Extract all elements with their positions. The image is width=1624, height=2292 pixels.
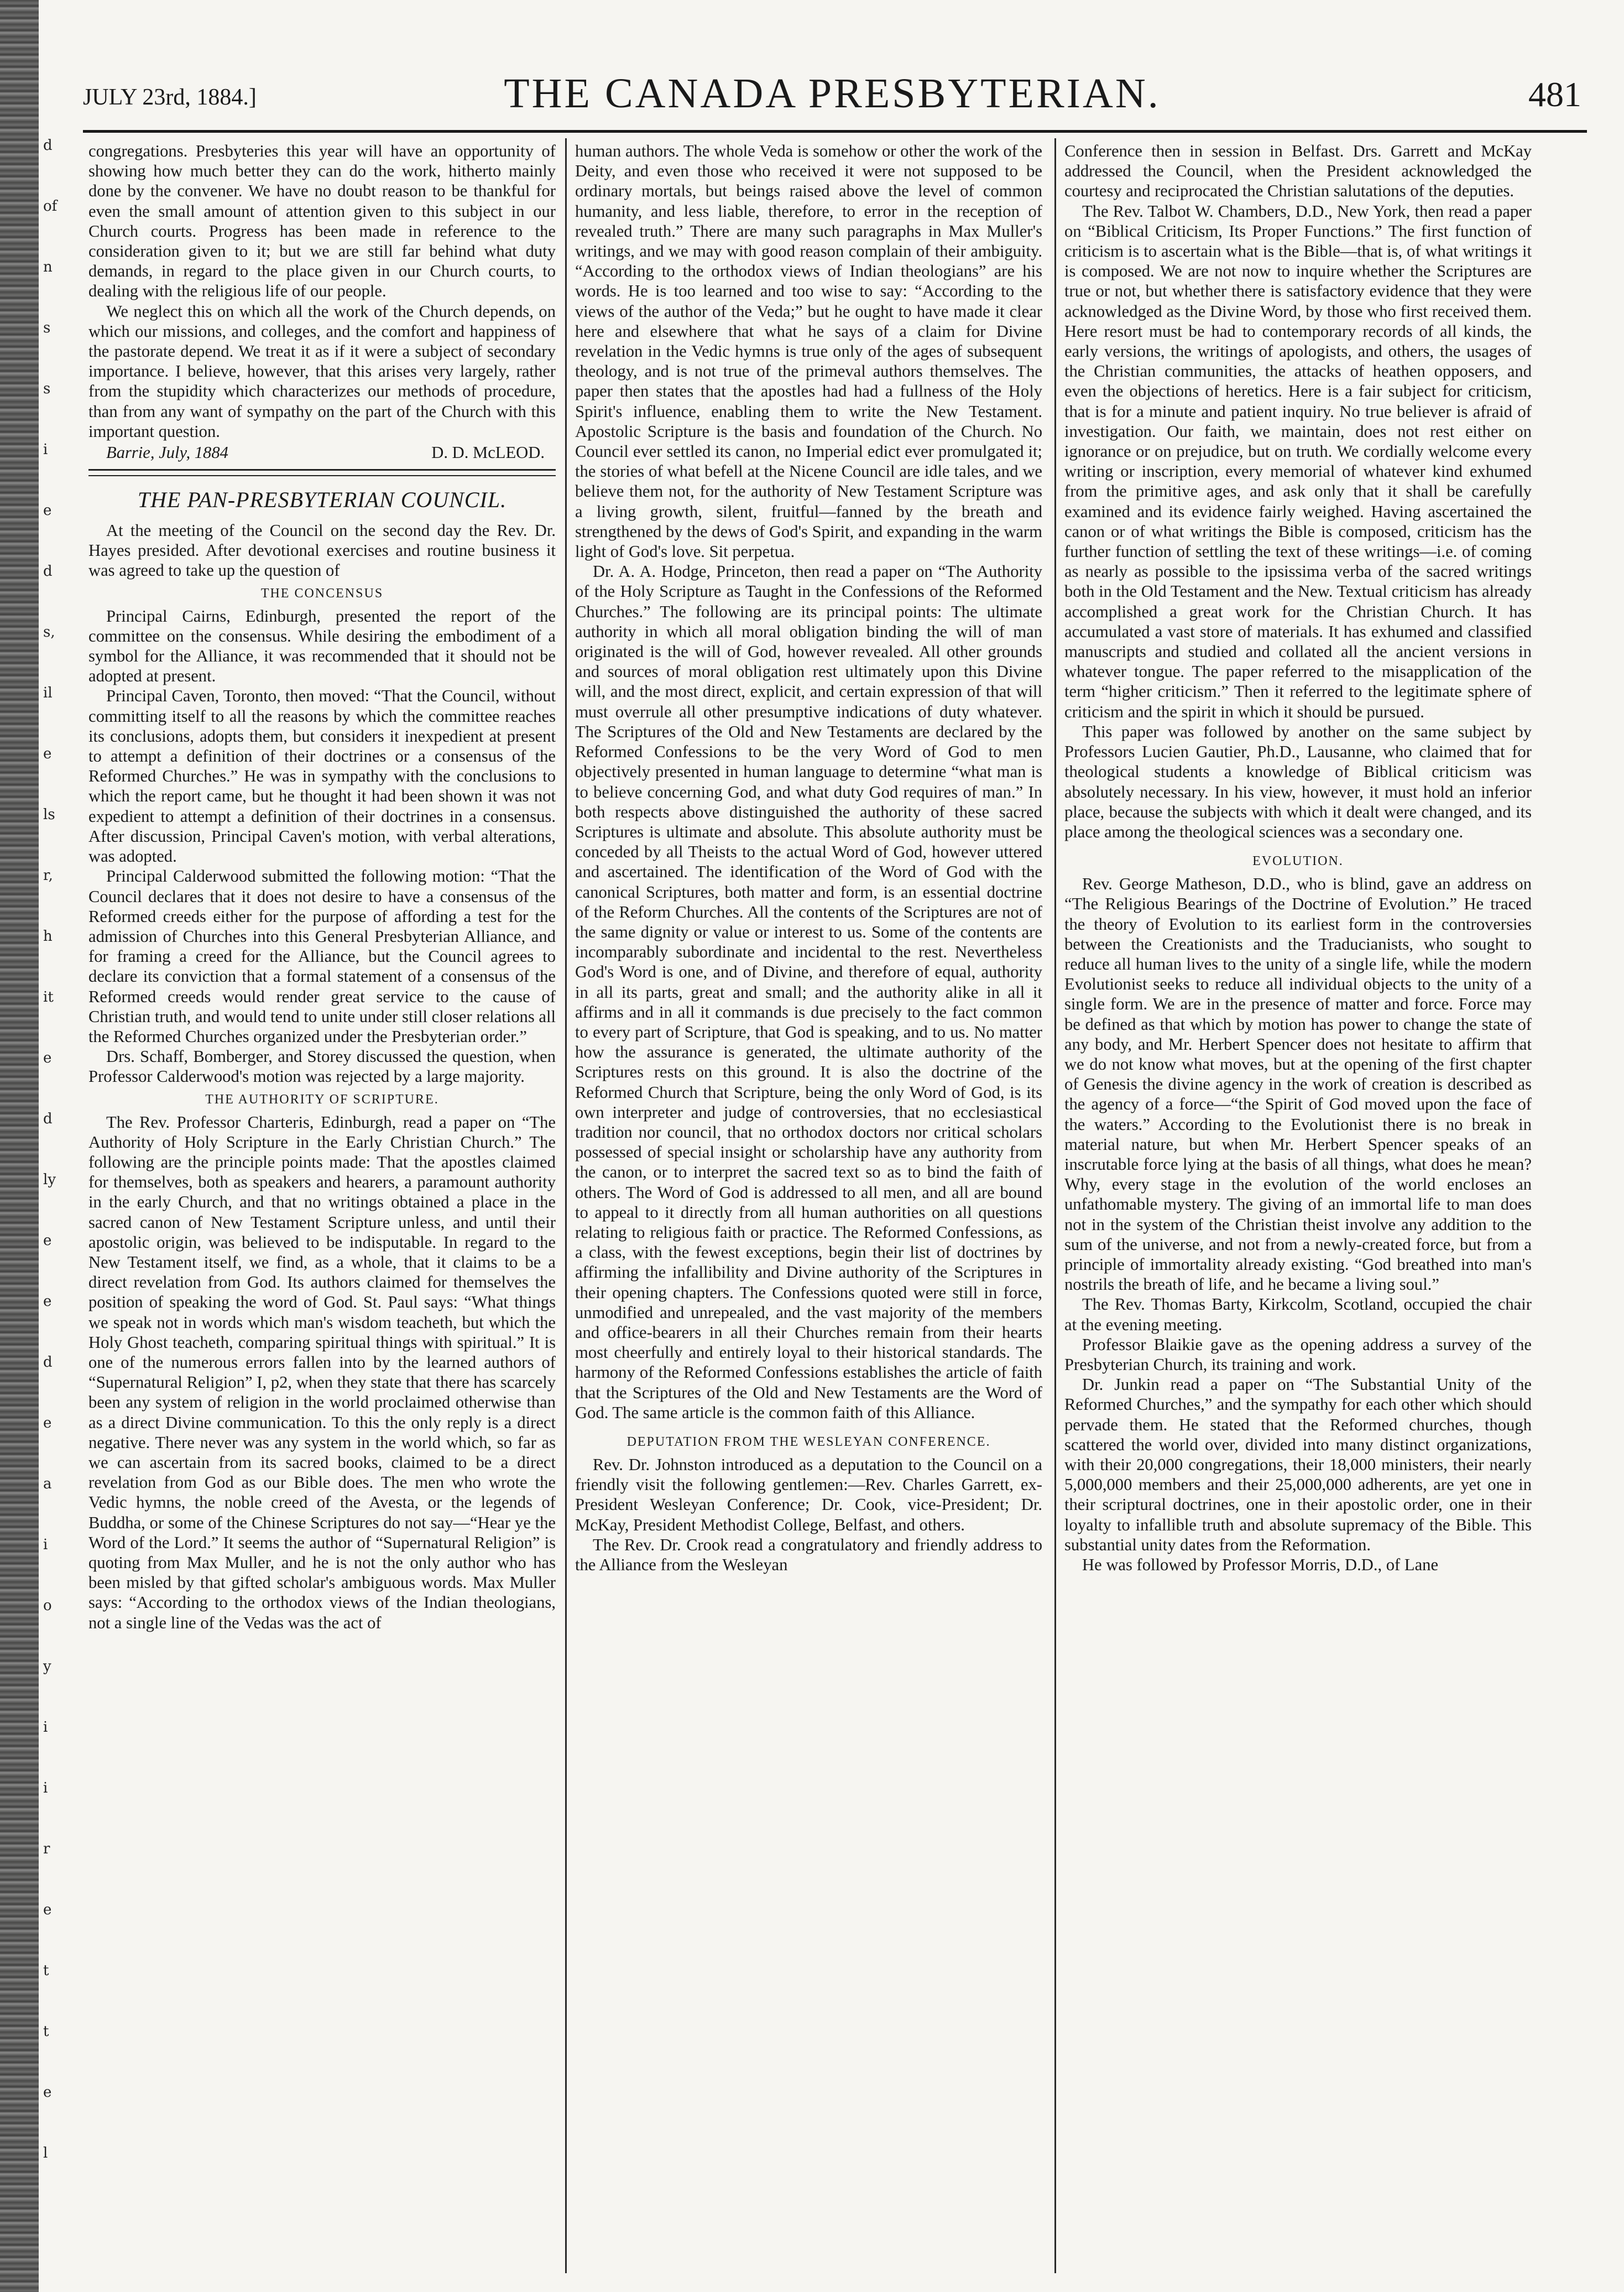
margin-mark: i [43, 1536, 48, 1553]
paragraph: We neglect this on which all the work of the Church depends, on which our missions, and colleges, and the comfort and happiness of the pastorate depend. We treat it as if it were a subject of secondary importance. I believe, however, that this arises very largely, rather from the stupidity which characterizes our methods of procedure, than from any want of sympathy on the part of the Church with this important question. [88, 301, 556, 441]
paragraph: This paper was followed by another on the same subject by Professors Lucien Gautier, Ph.D., Lausanne, who claimed that for theological students a knowledge of Biblical criticism was absolutely necessary. In his view, however, it must hold an inferior place, because the subjects with which it dealt were changed, and its place among the theological sciences was a secondary one. [1064, 722, 1532, 841]
margin-mark: s, [43, 624, 55, 640]
paragraph: human authors. The whole Veda is somehow or other the work of the Deity, and even those who received it were not supposed to be ordinary mortals, but beings raised above the level of common humanity, and less liable, therefore, to error in the reception of revealed truth.” There are many such paragraphs in Max Muller's writings, and we may with good reason complain of their ambiguity. “According to the orthodox views of Indian theologians” are his words. He is too learned and too wise to say: “According to the views of the author of the Veda;” but he ought to have made it clear here and elsewhere that what he says of a claim for Divine revelation in the Vedic hymns is true only of the ages of subsequent theology, and is not true of the primeval authors themselves. The paper then states that the apostles had had a fullness of the Holy Spirit's influence, enabling them to write the New Testament. Apostolic Scripture is the basis and foundation of the Church. No Council ever settled its canon, no Imperial edict ever promulgated it; the stories of what befell at the Nicene Council are idle tales, and we believe them not, for the authority of New Testament Scripture was a living growth, silent, fruitful—fanned by the breath and strengthened by the dews of God's Spirit, and expanding in the warm light of God's love. Sit perpetua. [575, 142, 1042, 561]
column-3 [1064, 141, 1532, 2276]
paragraph: Dr. Junkin read a paper on “The Substantial Unity of the Reformed Churches,” and the sympathy for each other which should pervade them. He stated that the Reformed churches, though scattered the world over, divided into many distinct organizations, with their 20,000 congregations, their 18,000 ministers, their nearly 5,000,000 members and their 25,000,000 adherents, are yet one in their scriptural doctrines, one in their apostolic order, one in their loyalty to infallible truth and absolute supremacy of the Bible. This substantial unity dates from the Reformation. [1064, 1375, 1532, 1554]
subheading: DEPUTATION FROM THE WESLEYAN CONFERENCE. [626, 1435, 991, 1449]
margin-mark: n [43, 259, 53, 275]
margin-mark: o [43, 1597, 52, 1614]
paragraph: Conference then in session in Belfast. Drs. Garrett and McKay addressed the Council, when the President acknowledged the courtesy and reciprocated the Christian salutations of the deputies. [1064, 142, 1532, 201]
margin-mark: r [43, 1841, 50, 1857]
margin-mark: r, [43, 867, 53, 884]
margin-mark: of [43, 198, 58, 215]
margin-mark: e [43, 746, 52, 762]
paragraph: Principal Caven, Toronto, then moved: “That the Council, without committing itself to all the reasons by which the committee reaches its conclusions, adopts them, but considers it inexpedient at present to attempt a definition of their doctrines or a consensus of the Reformed Churches.” He was in sympathy with the conclusions to which the report came, but he thought it had been shown it was not expedient to attempt a definition of their doctrines in a consensus. After discussion, Principal Caven's motion, with verbal alterations, was adopted. [88, 686, 556, 866]
margin-mark: il [43, 685, 53, 701]
paragraph: He was followed by Professor Morris, D.D., of Lane [1082, 1555, 1439, 1575]
paragraph: The Rev. Talbot W. Chambers, D.D., New York, then read a paper on “Biblical Criticism, Its Proper Functions.” The first function of criticism is to ascertain what is the Bible—that is, of what writings it is composed. We are not now to inquire whether the Scriptures are true or not, but whether there is satisfactory evidence that they were acknowledged as the Divine Word, by those who first received them. Here resort must be had to contemporary records of all kinds, the early versions, the writings of apologists, and others, the usages of the Christian communities, the attacks of heathen opposers, and even the objections of heretics. Here is a fair subject for criticism, that is for a minute and patient inquiry. No true believer is afraid of investigation. Our faith, we maintain, does not rest either on ignorance or on prejudice, but on truth. We cordially welcome every writing or inscription, every memorial of whatever kind exhumed from the primitive ages, and ask only that it shall be carefully examined and its evidence fairly weighed. Having ascertained the canon or of what writings the Bible is composed, criticism has the further function of settling the text of these writings—i.e. of coming as nearly as possible to the ipsissima verba of the sacred writings both in the Old Testament and the New. Textual criticism has already accomplished a great work for the Christian Church. It has accumulated a vast store of materials. It has exhumed and classified manuscripts and studied and collated all the ancient versions in whatever tongue. The paper referred to the misapplication of the term “higher criticism.” Then it referred to the legitimate sphere of criticism and the spirit in which it should be pursued. [1064, 201, 1532, 721]
margin-mark: d [43, 137, 53, 154]
margin-mark: e [43, 2084, 52, 2101]
page-number: 481 [1528, 75, 1581, 114]
margin-mark: d [43, 1354, 53, 1371]
paragraph: The Rev. Professor Charteris, Edinburgh, read a paper on “The Authority of Holy Scripture in the Early Christian Church.” The following are the principle points made: That the apostles claimed for themselves, both as speakers and hearers, a paramount authority in the early Church, and that no writings obtained a place in the sacred canon of New Testament Scripture unless, and until their apostolic origin, was believed to be indisputable. In regard to the New Testament itself, we find, as a whole, that it claims to be a direct revelation from God. Its authors claimed for themselves the position of speaking the word of God. St. Paul says: “What things we speak not in words which man's wisdom teacheth, but which the Holy Ghost teacheth, comparing spiritual things with spiritual.” It is one of the numerous errors fallen into by the learned authors of “Supernatural Religion” I, p2, when they state that there has scarcely been any system of religion in the world proclaimed otherwise than as a direct Divine communication. To this the only reply is a direct negative. There never was any system in the world which, so far as we can ascertain from its sacred books, claimed to be a direct revelation from God as our Bible does. The men who wrote the Vedic hymns, the noble creed of the Avesta, or the legends of Buddha, or some of the Chinese Scriptures do not say—“Hear ye the Word of the Lord.” It seems the author of “Supernatural Religion” is quoting from Max Muller, and he is not the only author who has been misled by that gifted scholar's ambiguous words. Max Muller says: “According to the orthodox views of the Indian theologians, not a single line of the Vedas was the act of [88, 1112, 556, 1632]
paragraph: Rev. George Matheson, D.D., who is blind, gave an address on “The Religious Bearings of the Doctrine of Evolution.” He traced the theory of Evolution to its earliest form in the controversies between the Creationists and the Traducianists, who sought to reduce all human lives to the unity of a single life, while the modern Evolutionist seeks to reduce all individual objects to the unity of a single form. We are in the presence of matter and force. Force may be defined as that which by motion has power to change the state of any body, and Mr. Herbert Spencer does not hesitate to affirm that we do not know what moves, but at the opening of the first chapter of Genesis the divine agency in the work of creation is described as the agency of a force—“the Spirit of God moved upon the face of the waters.” According to the Evolutionist there is no break in material nature, but when Mr. Herbert Spencer speaks of an inscrutable force lying at the basis of all things, what does he mean? Why, every stage in the evolution of the world encloses an unfathomable mystery. The giving of an immortal life to man does not in the system of the Christian theist involve any addition to the sum of the universe, and not from a newly-created force, but from a principle of immortality already existing. “God breathed into man's nostrils the breath of life, and he became a living soul.” [1064, 874, 1532, 1294]
newspaper-title: THE CANADA PRESBYTERIAN. [504, 70, 1161, 117]
page-header [83, 65, 1581, 126]
paragraph: Drs. Schaff, Bomberger, and Storey discussed the question, when Professor Calderwood's motion was rejected by a large majority. [88, 1047, 556, 1086]
scan-edge [0, 0, 39, 2292]
signature-name: D. D. McLEOD. [431, 443, 545, 462]
margin-mark: d [43, 1111, 53, 1127]
subheading: THE CONCENSUS [260, 586, 384, 601]
paragraph: Principal Cairns, Edinburgh, presented the report of the committee on the consensus. While desiring the embodiment of a symbol for the Alliance, it was recommended that it should not be adopted at present. [88, 606, 556, 686]
margin-mark: i [43, 1780, 48, 1796]
section-rule [88, 475, 556, 476]
paragraph: Rev. Dr. Johnston introduced as a deputation to the Council on a friendly visit the following gentlemen:—Rev. Charles Garrett, ex-President Wesleyan Conference; Dr. Cook, vice-President; Dr. McKay, President Methodist College, Belfast, and others. [575, 1455, 1042, 1534]
column-divider [565, 138, 567, 2273]
margin-mark: e [43, 1902, 52, 1918]
margin-mark: s [43, 381, 51, 397]
column-divider [1054, 138, 1056, 2273]
margin-mark: d [43, 563, 53, 580]
margin-mark: i [43, 441, 48, 458]
margin-mark: h [43, 928, 53, 945]
signature-line [88, 441, 556, 463]
paragraph: The Rev. Dr. Crook read a congratulatory and friendly address to the Alliance from the Wesleyan [575, 1535, 1042, 1575]
subheading: THE AUTHORITY OF SCRIPTURE. [205, 1092, 439, 1107]
paragraph: The Rev. Thomas Barty, Kirkcolm, Scotland, occupied the chair at the evening meeting. [1064, 1295, 1532, 1334]
margin-mark: s [43, 320, 51, 336]
paragraph: Professor Blaikie gave as the opening address a survey of the Presbyterian Church, its training and work. [1064, 1335, 1532, 1374]
margin-mark: y [43, 1658, 51, 1675]
column-2 [575, 141, 1042, 2276]
margin-mark: it [43, 989, 54, 1006]
signature-place: Barrie, July, 1884 [106, 443, 228, 462]
section-title: THE PAN-PRESBYTERIAN COUNCIL. [137, 487, 507, 513]
margin-mark: e [43, 502, 52, 519]
issue-date: JULY 23rd, 1884.] [83, 85, 257, 110]
paragraph: congregations. Presbyteries this year will have an opportunity of showing how much better they can do the work, hitherto mainly done by the convener. We have no doubt reason to be thankful for even the small amount of attention given to this subject in our Church courts. Progress has been made in reference to the consideration given to it; but we are still far behind what duty demands, in regard to the place given in our Church courts, to dealing with the religious life of our people. [88, 142, 556, 301]
margin-mark: e [43, 1050, 52, 1066]
margin-mark: t [43, 1962, 49, 1979]
margin-mark: l [43, 2145, 48, 2161]
margin-mark: i [43, 1719, 48, 1736]
paragraph: Principal Calderwood submitted the following motion: “That the Council declares that it does not desire to have a consensus of the Reformed creeds either for the purpose of affording a test for the admission of Churches into this General Presbyterian Alliance, and for framing a creed for the Alliance, but the Council agrees to declare its conviction that a formal statement of a consensus of the Reformed creeds would render great service to the cause of Christian truth, and would tend to unite under still closer relations all the Reformed Churches organized under the Presbyterian order.” [88, 867, 556, 1046]
margin-mark: e [43, 1293, 52, 1310]
margin-mark: t [43, 2023, 49, 2040]
header-rule [83, 130, 1587, 133]
margin-mark: a [43, 1476, 52, 1492]
margin-mark: ls [43, 806, 55, 823]
margin-mark: e [43, 1232, 52, 1249]
section-rule [88, 469, 556, 471]
margin-mark: e [43, 1415, 52, 1431]
paragraph: Dr. A. A. Hodge, Princeton, then read a paper on “The Authority of the Holy Scripture as Taught in the Confessions of the Reformed Churches.” The following are its principal points: The ultimate authority in which all moral obligation binding the will of man originated is the will of God, however revealed. All other grounds and sources of moral obligation rest ultimately upon this Divine will, and the most direct, explicit, and certain expression of that will must overrule all other presumptive indications of duty whatever. The Scriptures of the Old and New Testaments are declared by the Reformed Confessions to be the very Word of God to men objectively presented in human language to determine “what man is to believe concerning God, and what duty God requires of man.” In both respects above distinguished the authority of these sacred Scriptures is ultimate and absolute. This absolute authority must be conceded by all Theists to the actual Word of God, however uttered and ascertained. The identification of the Word of God with the canonical Scriptures, both matter and form, is an essential doctrine of the Reform Churches. All the contents of the Scriptures are not of the same dignity or value or interest to us. Some of the contents are incomparably subordinate and incidental to the rest. Nevertheless God's Word is one, and of Divine, and therefore of equal, authority in all its parts, great and small; and the authority alike in all it affirms and in all it commands is due precisely to the fact common to every part of Scripture, that God is speaking, and to us. No matter how the assurance is generated, the ultimate authority of the Scriptures rests on this ground. It is also the doctrine of the Reformed Church that Scripture, being the only Word of God, is its own interpreter and judge of controversies, that no ecclesiastical tradition nor council, that no orthodox doctors nor critical scholars possessed of special insight or scholarship have any authority from the canon, or to interpret the sacred text so as to bind the faith of others. The Word of God is addressed to all men, and all are bound to appeal to it directly from all human authorities on all questions relating to religious faith or practice. The Reformed Confessions, as a class, with the fewest exceptions, begin their list of doctrines by affirming the infallibility and Divine authority of the Scriptures in their opening chapters. The Confessions quoted were still in force, unmodified and unrepealed, and the vast majority of the members and office-bearers in all their Churches remain from their hearts most cheerfully and entirely loyal to their historical standards. The harmony of the Reformed Confessions establishes the article of faith that the Scriptures of the Old and New Testaments are the Word of God. The same article is the common faith of this Alliance. [575, 562, 1042, 1422]
column-1 [88, 141, 556, 2276]
margin-mark: ly [43, 1171, 56, 1188]
subheading: EVOLUTION. [1252, 854, 1344, 869]
paragraph: At the meeting of the Council on the second day the Rev. Dr. Hayes presided. After devotional exercises and routine business it was agreed to take up the question of [88, 521, 556, 580]
